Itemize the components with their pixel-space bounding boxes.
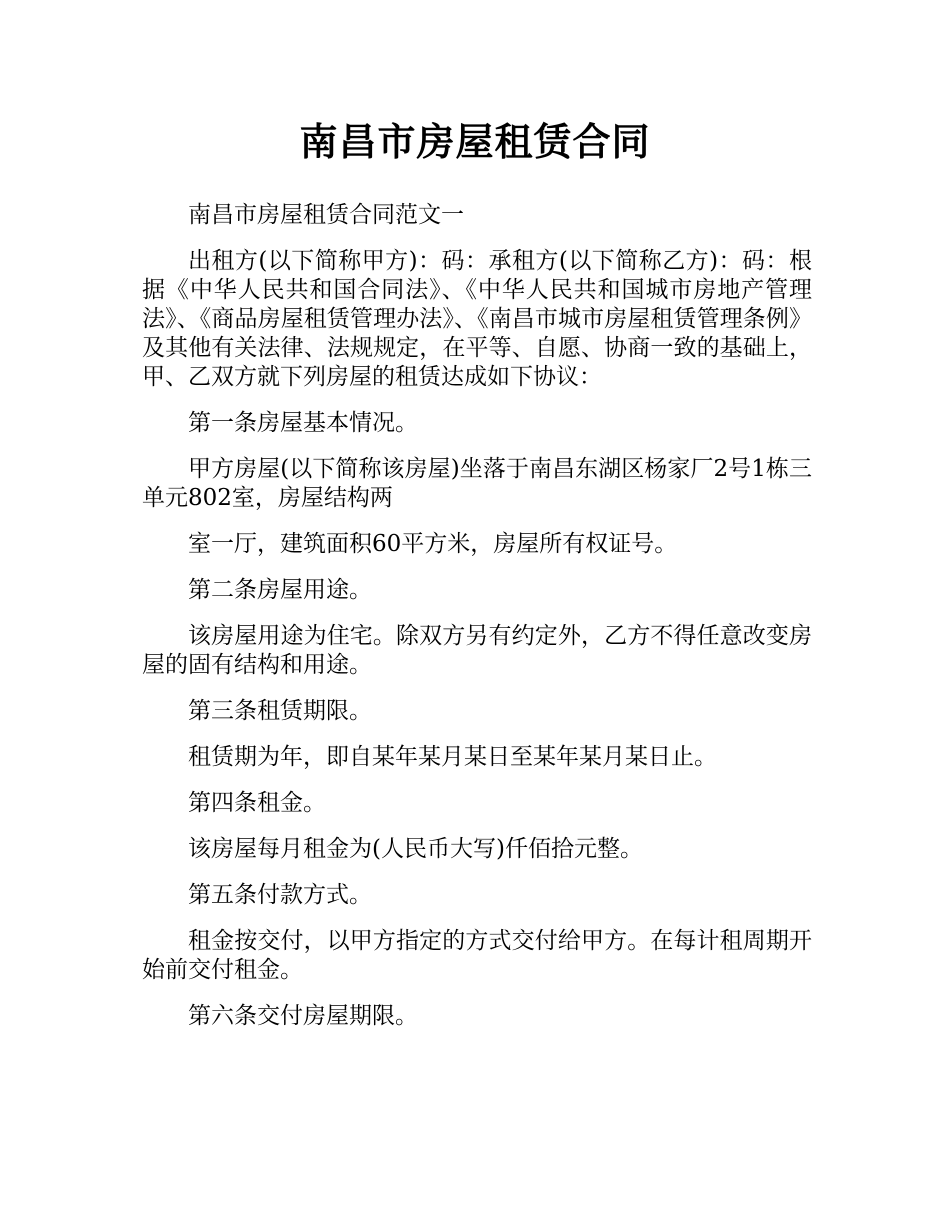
paragraph-property-location: 甲方房屋(以下简称该房屋)坐落于南昌东湖区杨家厂2号1栋三单元802室，房屋结构两 — [142, 456, 812, 511]
paragraph-article-2-heading: 第二条房屋用途。 — [188, 577, 372, 603]
paragraph-intro-heading: 南昌市房屋租赁合同范文一 — [188, 202, 464, 228]
paragraph-article-3-heading: 第三条租赁期限。 — [188, 698, 372, 724]
paragraph-article-4-heading: 第四条租金。 — [188, 790, 326, 816]
paragraph-lease-term: 租赁期为年，即自某年某月某日至某年某月某日止。 — [188, 744, 717, 770]
paragraph-rent: 该房屋每月租金为(人民币大写)仟佰拾元整。 — [188, 836, 643, 862]
paragraph-parties: 出租方(以下简称甲方)：码：承租方(以下简称乙方)：码：根据《中华人民共和国合同法》、《中华人民共和国城市房地产管理法》、《商品房屋租赁管理办法》、《南昌市城市房屋租赁管理条例》及其他有关法律、法规规定，在平等、自愿、协商一致的基础上，甲、乙双方就下列房屋的租赁达成如下协议： — [142, 248, 812, 390]
paragraph-property-area: 室一厅，建筑面积60平方米，房屋所有权证号。 — [188, 531, 678, 557]
paragraph-payment: 租金按交付，以甲方指定的方式交付给甲方。在每计租周期开始前交付租金。 — [142, 928, 812, 983]
paragraph-article-5-heading: 第五条付款方式。 — [188, 882, 372, 908]
document-title: 南昌市房屋租赁合同 — [299, 120, 651, 164]
paragraph-article-6-heading: 第六条交付房屋期限。 — [188, 1003, 418, 1029]
paragraph-property-use: 该房屋用途为住宅。除双方另有约定外，乙方不得任意改变房屋的固有结构和用途。 — [142, 623, 812, 678]
paragraph-article-1-heading: 第一条房屋基本情况。 — [188, 410, 418, 436]
document-body — [142, 201, 812, 1031]
